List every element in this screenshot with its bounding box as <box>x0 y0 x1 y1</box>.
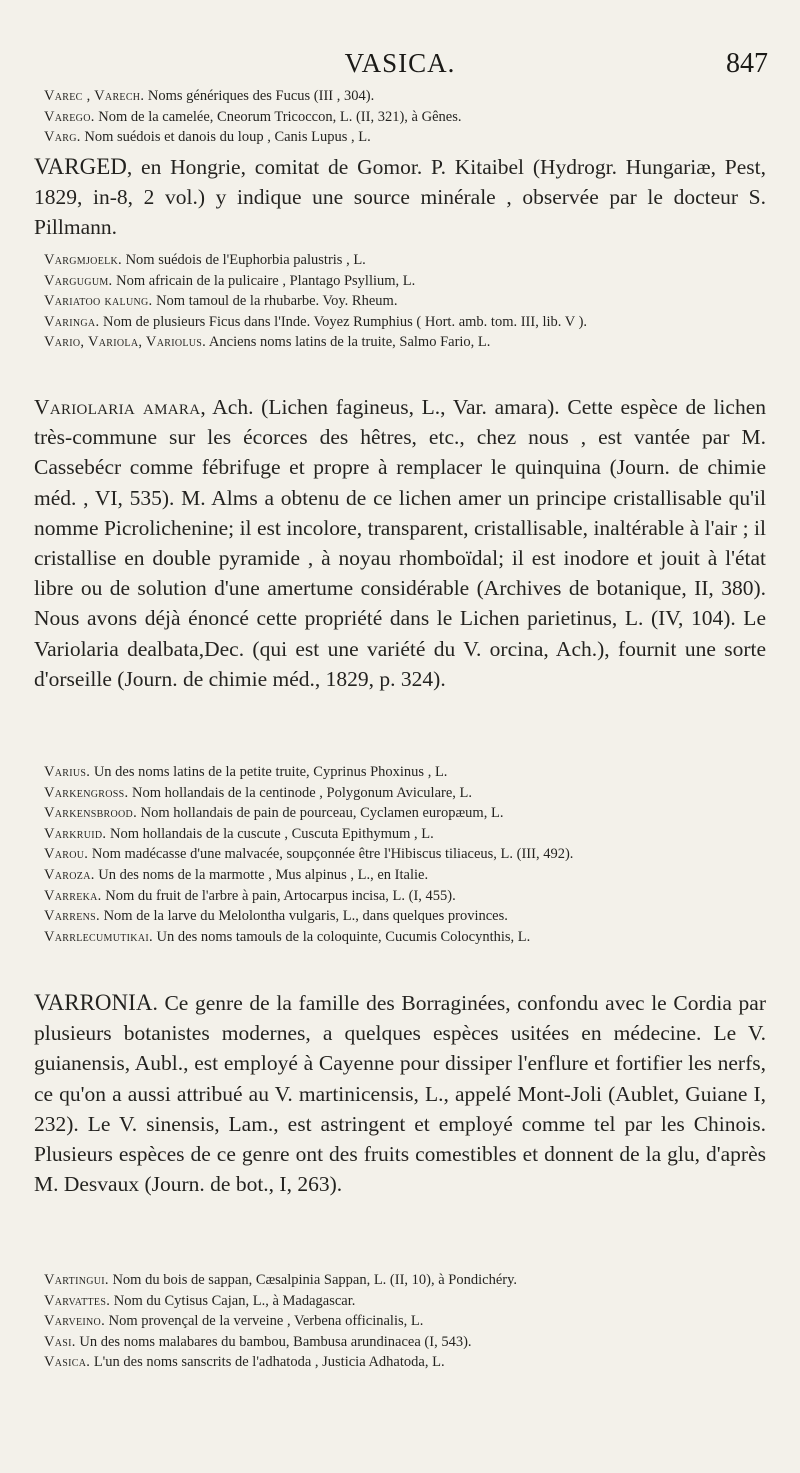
entry-varkensbrood: Varkensbrood. Nom hollandais de pain de pourceau, Cyclamen europæum, L. <box>44 805 504 822</box>
entry-group-3 <box>34 762 766 947</box>
page-header <box>0 44 800 84</box>
entry-varreka: Varreka. Nom du fruit de l'arbre à pain, Artocarpus incisa, L. (I, 455). <box>44 887 456 904</box>
entry-varvattes: Varvattes. Nom du Cytisus Cajan, L., à Madagascar. <box>44 1292 356 1309</box>
page-number: 847 <box>726 48 768 79</box>
entry-vargmjoelk: Vargmjoelk. Nom suédois de l'Euphorbia palustris , L. <box>44 252 366 268</box>
entry-vasi: Vasi. Un des noms malabares du bambou, Bambusa arundinacea (I, 543). <box>44 1333 472 1350</box>
entry-varg: Varg. Nom suédois et danois du loup , Canis Lupus , L. <box>44 129 371 146</box>
running-head: VASICA. <box>344 48 456 78</box>
entry-group-top <box>34 86 766 148</box>
entry-varrlecumutikai: Varrlecumutikai. Un des noms tamouls de la coloquinte, Cucumis Colocynthis, L. <box>44 928 531 945</box>
entry-group-4 <box>34 1270 766 1373</box>
entry-varkruid: Varkruid. Nom hollandais de la cuscute , Cuscuta Epithymum , L. <box>44 825 434 842</box>
entry-varged: VARGED, en Hongrie, comitat de Gomor. P. Kitaibel (Hydrogr. Hungariæ, Pest, 1829, in-8, 2 vol.) y indique une source minérale , observée par le docteur S. Pillmann. <box>34 154 766 240</box>
entry-variolaria: Variolaria amara, Ach. (Lichen fagineus, L., Var. amara). Cette espèce de lichen très-commune sur les écorces des hêtres, etc., chez nous , est vantée par M. Cassebécr comme fébrifuge et propre à remplacer le quinquina (Journ. de chimie méd. , VI, 535). M. Alms a obtenu de ce lichen amer un principe cristallisable qu'il nomme Picrolichenine; il est incolore, transparent, cristallisable, inaltérable à l'air ; il cristallise en double pyramide , à noyau rhomboïdal; il est inodore et jouit à l'état libre ou de solution d'une amertume considérable (Archives de botanique, II, 380). Nous avons déjà énoncé cette propriété dans le Lichen parietinus, L. (IV, 104). Le Variolaria dealbata,Dec. (qui est une variété du V. orcina, Ach.), fournit une sorte d'orseille (Journ. de chimie méd., 1829, p. 324). <box>34 395 766 691</box>
entry-group-2 <box>34 250 766 353</box>
entry-varec: Varec , Varech. Noms génériques des Fucus (III , 304). <box>44 88 375 104</box>
entry-varou: Varou. Nom madécasse d'une malvacée, soupçonnée être l'Hibiscus tiliaceus, L. (III, 492). <box>44 846 574 863</box>
entry-varrens: Varrens. Nom de la larve du Melolontha vulgaris, L., dans quelques provinces. <box>44 908 508 925</box>
entry-varego: Varego. Nom de la camelée, Cneorum Tricoccon, L. (II, 321), à Gênes. <box>44 108 462 125</box>
entry-varoza: Varoza. Un des noms de la marmotte , Mus alpinus , L., en Italie. <box>44 866 429 883</box>
entry-vario: Vario, Variola, Variolus. Anciens noms latins de la truite, Salmo Fario, L. <box>44 334 491 351</box>
entry-varronia: VARRONIA. Ce genre de la famille des Borraginées, confondu avec le Cordia par plusieurs botanistes modernes, a quelques espèces usitées en médecine. Le V. guianensis, Aubl., est employé à Cayenne pour dissiper l'enflure et fortifier les nerfs, ce qu'on a aussi attribué au V. martinicensis, L., appelé Mont-Joli (Aublet, Guiane I, 232). Le V. sinensis, Lam., est astringent et employé comme tel par les Chinois. Plusieurs espèces de ce genre ont des fruits comestibles et donnent de la glu, d'après M. Desvaux (Journ. de bot., I, 263). <box>34 990 766 1197</box>
entry-varius: Varius. Un des noms latins de la petite truite, Cyprinus Phoxinus , L. <box>44 764 448 780</box>
entry-varkengross: Varkengross. Nom hollandais de la centinode , Polygonum Aviculare, L. <box>44 784 473 801</box>
entry-vasica: Vasica. L'un des noms sanscrits de l'adhatoda , Justicia Adhatoda, L. <box>44 1354 445 1371</box>
entry-vargugum: Vargugum. Nom africain de la pulicaire , Plantago Psyllium, L. <box>44 272 416 289</box>
entry-vartingui: Vartingui. Nom du bois de sappan, Cæsalpinia Sappan, L. (II, 10), à Pondichéry. <box>44 1272 518 1288</box>
entry-varveino: Varveino. Nom provençal de la verveine , Verbena officinalis, L. <box>44 1313 424 1330</box>
entry-varinga: Varinga. Nom de plusieurs Ficus dans l'Inde. Voyez Rumphius ( Hort. amb. tom. III, lib. V ). <box>44 313 588 330</box>
entry-variatoo: Variatoo kalung. Nom tamoul de la rhubarbe. Voy. Rheum. <box>44 293 398 310</box>
